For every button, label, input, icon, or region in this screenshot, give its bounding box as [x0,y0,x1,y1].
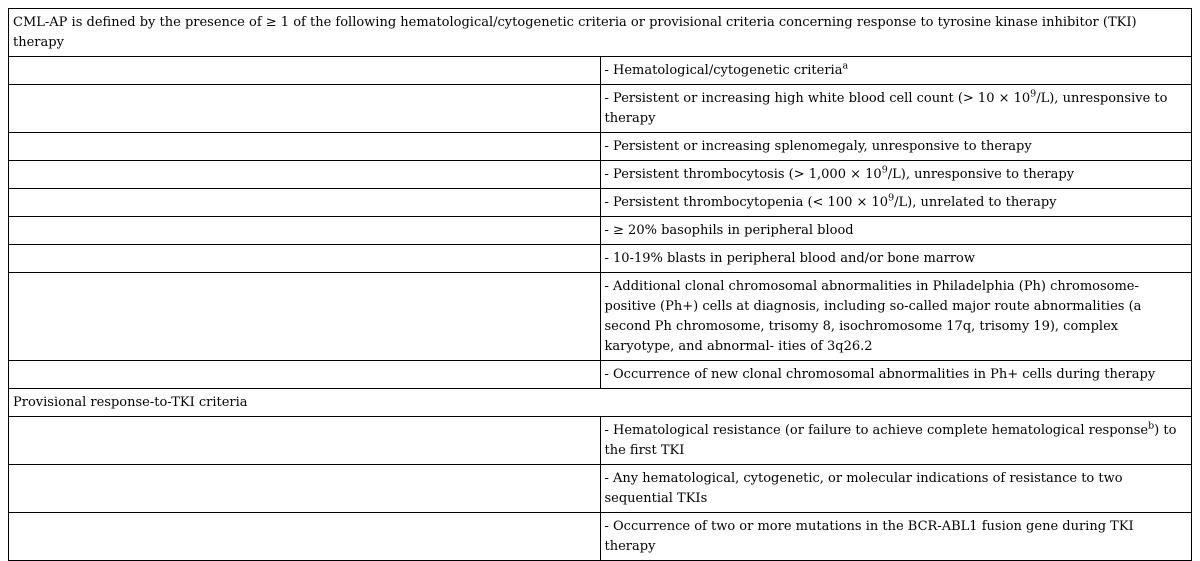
table-header-row [9,9,1192,57]
criteria-text: - Occurrence of two or more mutations in the BCR-ABL1 fusion gene during TKI therapy [604,519,1134,554]
section-heading-row [9,389,1192,417]
table-row [9,85,1192,133]
criteria-cell [600,161,1192,189]
table-row [9,217,1192,245]
criteria-text: - Persistent or increasing splenomegaly, unresponsive to therapy [604,139,1032,154]
empty-cell [9,245,601,273]
criteria-cell [600,245,1192,273]
empty-cell [9,273,601,361]
criteria-cell [600,513,1192,561]
footnote-marker: b [1148,420,1155,432]
empty-cell [9,161,601,189]
table-row [9,513,1192,561]
table-row [9,417,1192,465]
table-row [9,57,1192,85]
empty-cell [9,465,601,513]
criteria-text: - 10-19% blasts in peripheral blood and/or bone marrow [604,251,975,266]
criteria-cell [600,85,1192,133]
criteria-text: - Hematological resistance (or failure to achieve complete hematological response [604,423,1149,438]
criteria-text: - Persistent or increasing high white blood cell count (> 10 × 10 [604,91,1031,106]
footnote-marker: a [842,60,849,72]
superscript: 9 [888,192,895,204]
criteria-text-tail: /L), unrelated to therapy [894,195,1057,210]
empty-cell [9,513,601,561]
empty-cell [9,57,601,85]
table-row [9,245,1192,273]
table-row [9,189,1192,217]
criteria-table [8,8,1192,561]
empty-cell [9,361,601,389]
criteria-cell [600,465,1192,513]
criteria-text: - Occurrence of new clonal chromosomal abnormalities in Ph+ cells during therapy [604,367,1156,382]
empty-cell [9,417,601,465]
criteria-text: - Any hematological, cytogenetic, or molecular indications of resistance to two sequential TKIs [604,471,1123,506]
criteria-cell [600,133,1192,161]
criteria-text: - Persistent thrombocytosis (> 1,000 × 10 [604,167,882,182]
empty-cell [9,189,601,217]
criteria-cell [600,217,1192,245]
criteria-text: - ≥ 20% basophils in peripheral blood [604,223,854,238]
criteria-cell [600,189,1192,217]
provisional-heading-cell: Provisional response-to-TKI criteria [9,389,1192,417]
table-row [9,465,1192,513]
empty-cell [9,133,601,161]
criteria-cell [600,273,1192,361]
criteria-text-tail: /L), unresponsive to therapy [887,167,1075,182]
criteria-text-tail: /L), unresponsive to therapy [604,91,1168,126]
table-row [9,273,1192,361]
criteria-cell [600,417,1192,465]
criteria-cell [600,361,1192,389]
superscript: 9 [881,164,888,176]
criteria-text: - Additional clonal chromosomal abnormalities in Philadelphia (Ph) chromosome-positive (Ph+) cells at diagnosis, including so-called major route abnormalities (a second Ph chromosome, trisomy 8, isochromosome 17q, trisomy 19), complex karyotype, and abnormal- ities of 3q26.2 [604,279,1142,354]
criteria-cell [600,57,1192,85]
criteria-text: - Hematological/cytogenetic criteria [604,63,843,78]
criteria-text: - Persistent thrombocytopenia (< 100 × 10 [604,195,889,210]
superscript: 9 [1030,88,1037,100]
criteria-text-tail: ) to the first TKI [604,423,1177,458]
empty-cell [9,217,601,245]
table-row [9,361,1192,389]
table-header-cell: CML-AP is defined by the presence of ≥ 1 of the following hematological/cytogenetic criteria or provisional criteria concerning response to tyrosine kinase inhibitor (TKI) therapy [9,9,1192,57]
table-row [9,161,1192,189]
table-row [9,133,1192,161]
empty-cell [9,85,601,133]
